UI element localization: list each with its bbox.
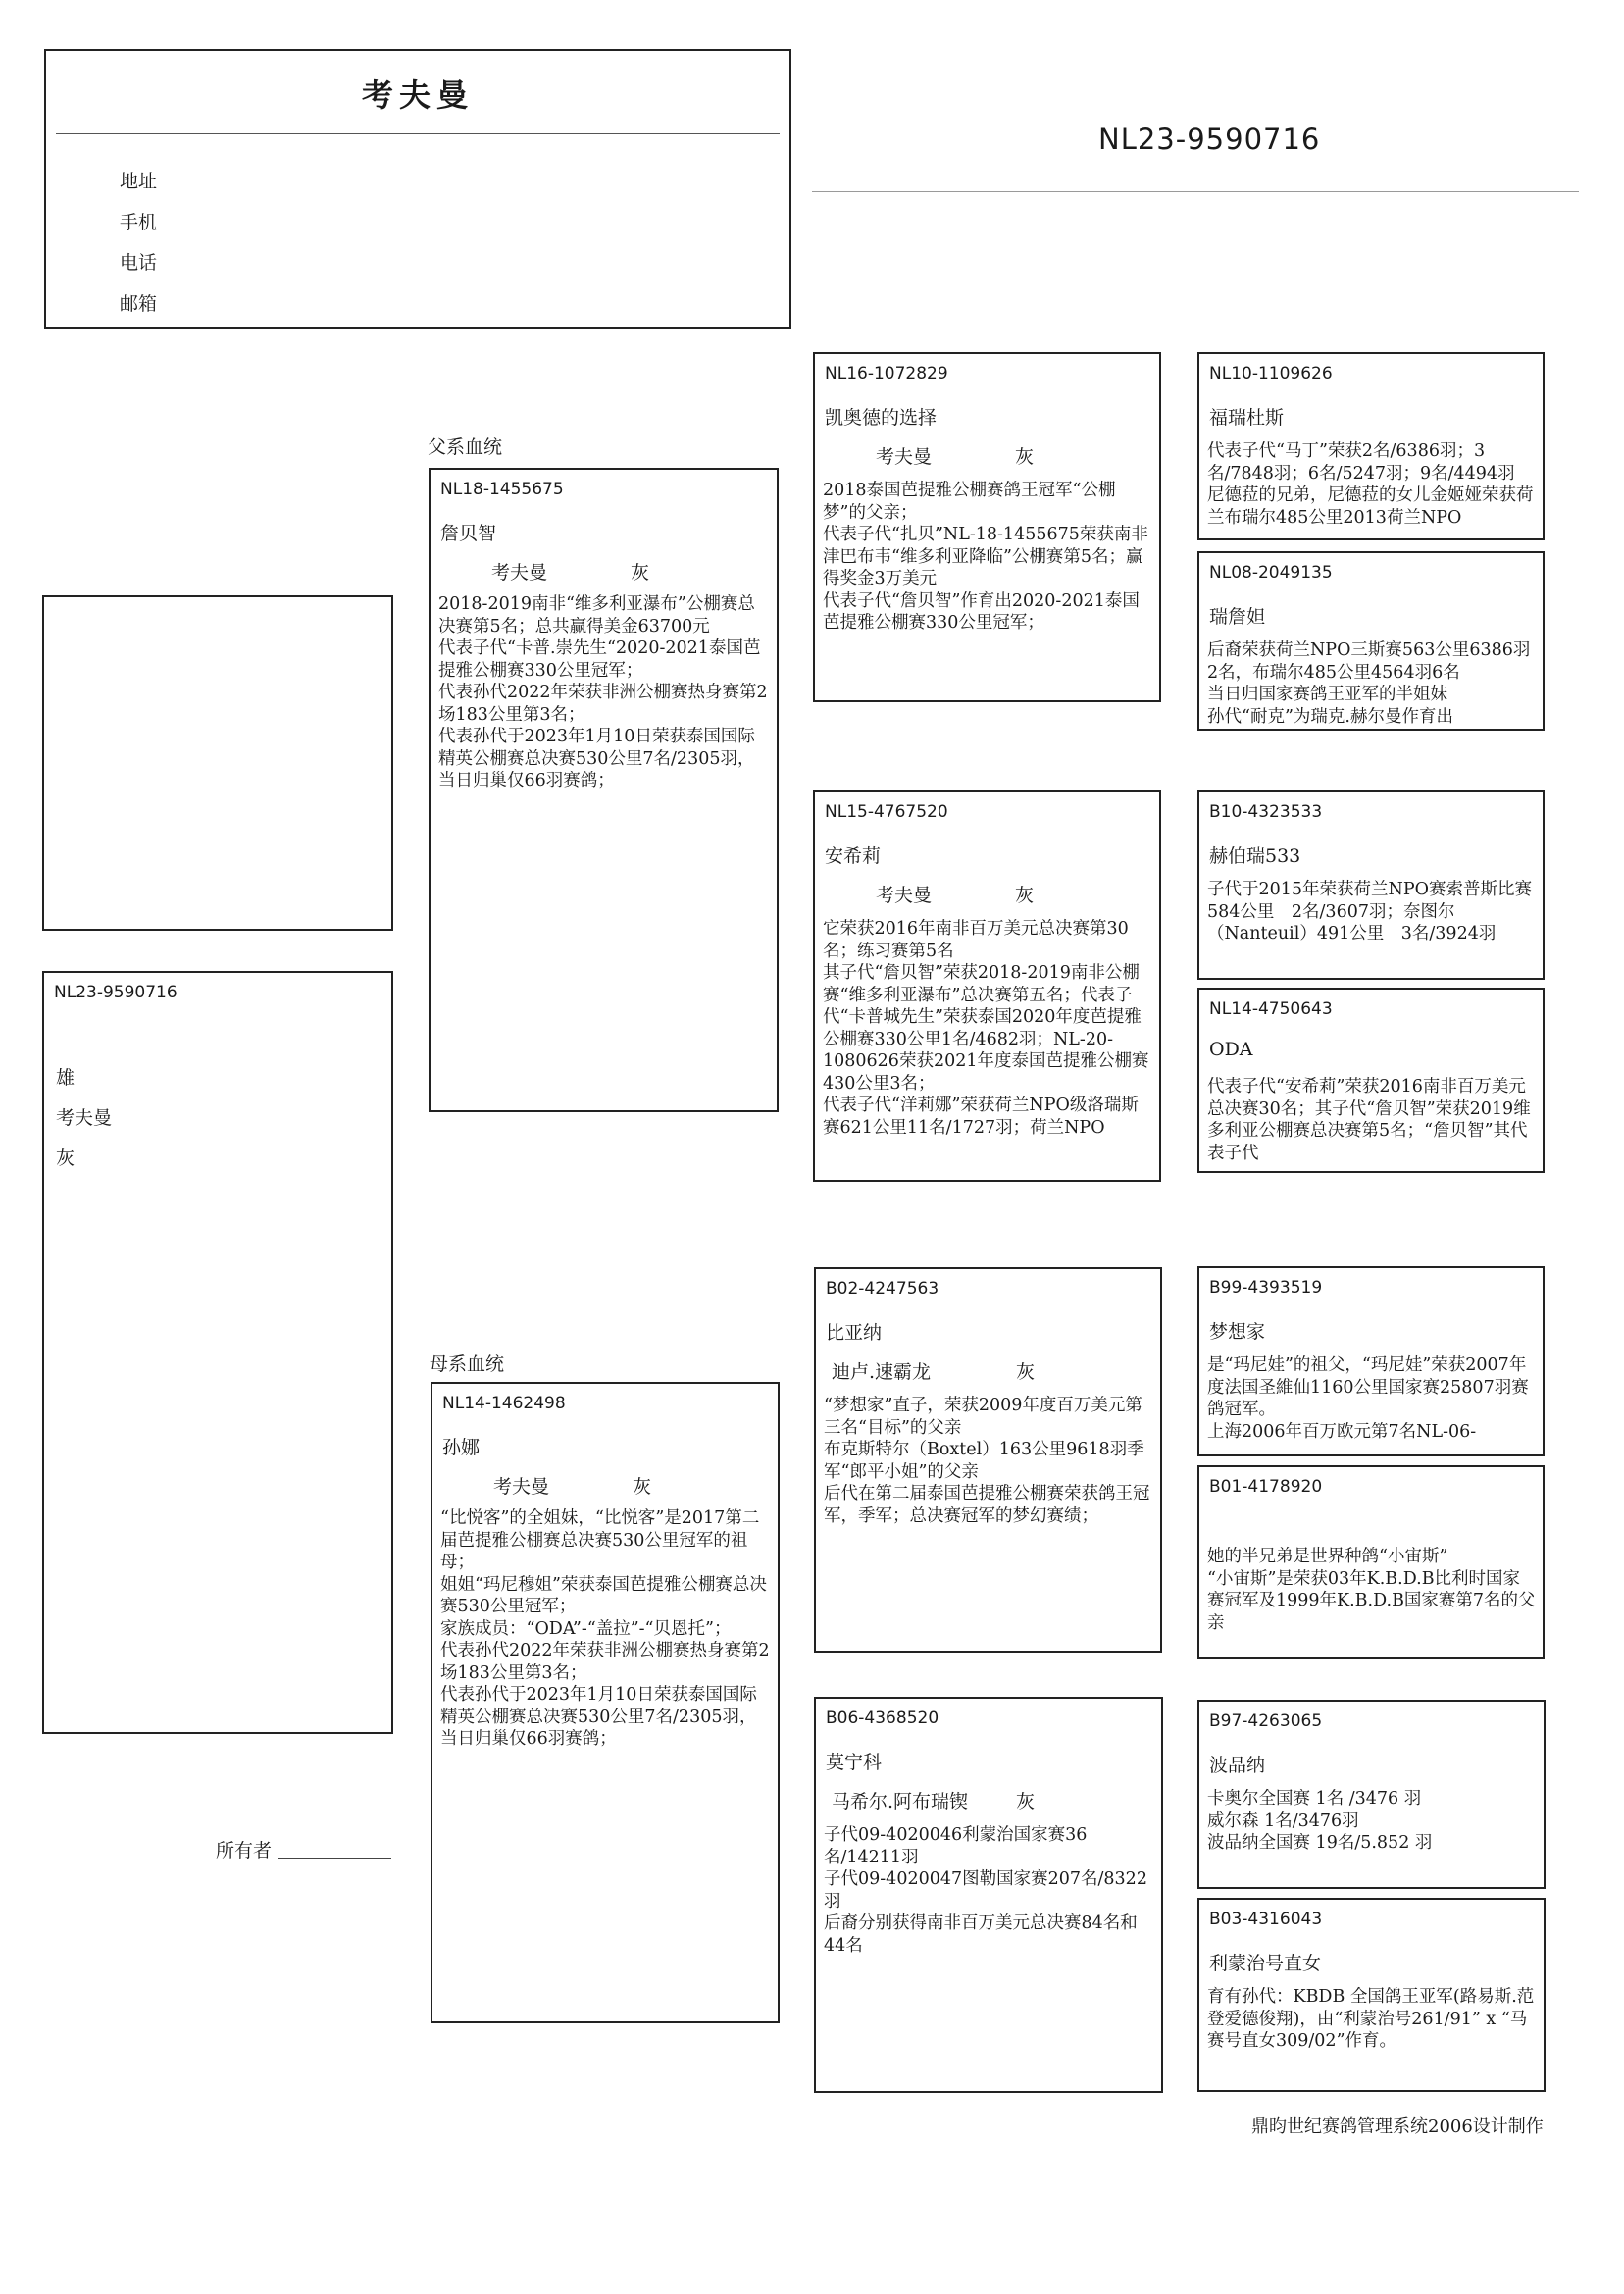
dam-sire-sire-ring: B99-4393519 (1209, 1278, 1323, 1298)
dam-line-label: 母系血统 (430, 1353, 505, 1375)
owner-divider (56, 133, 780, 134)
sire-dam-sire-notes: 子代于2015年荣获荷兰NPO赛索普斯比赛584公里 2名/3607羽；奈图尔（Nanteuil）491公里 3名/3924羽 (1207, 880, 1532, 943)
dam-dam-color: 灰 (1016, 1791, 1036, 1812)
dam-dam-card (814, 1697, 1163, 2093)
sire-dam-ring: NL15-4767520 (825, 802, 948, 822)
sire-dam-sire-name: 赫伯瑞533 (1209, 845, 1301, 867)
sire-sire-dam-ring: NL08-2049135 (1209, 563, 1333, 583)
bird-photo-frame (42, 595, 393, 931)
sire-sire-sire-notes: 代表子代“马丁”荣获2名/6386羽；3名/7848羽；6名/5247羽；9名/4494羽 尼德菈的兄弟，尼德菈的女儿金姬娅荣获荷兰布瑞尔485公里2013荷兰NPO (1207, 441, 1534, 528)
dam-sire-sire-notes: 是“玛尼娃”的祖父，“玛尼娃”荣获2007年度法国圣維仙1160公里国家赛25807羽赛鸽冠军。 上海2006年百万欧元第7名NL-06- (1207, 1355, 1529, 1442)
bird-ring-number: NL23-9590716 (54, 983, 178, 1002)
sire-line-label: 父系血统 (428, 436, 503, 458)
dam-breed: 考夫曼 (493, 1476, 550, 1498)
sire-card (429, 468, 779, 1112)
dam-notes: “比悦客”的全姐妹，“比悦客”是2017第二届芭提雅公棚赛总决赛530公里冠军的祖母； 姐姐“玛尼穆姐”荣获泰国芭提雅公棚赛总决赛530公里冠军； 家族成员：“ODA”-“盖拉”-“贝恩托”； 代表孙代2022年荣获非洲公棚赛热身赛第2场183公里第3名； 代表孙代于2023年1月10日荣获泰国国际精英公棚赛总决赛530公里7名/2305羽，当日归巢仅66羽赛鸽； (440, 1508, 770, 1749)
dam-dam-sire-notes: 卡奥尔全国赛 1名 /3476 羽 威尔森 1名/3476羽 波品纳全国赛 19名/5.852 羽 (1207, 1789, 1433, 1853)
sire-dam-sire-ring: B10-4323533 (1209, 802, 1323, 822)
sire-sire-dam-notes: 后裔荣获荷兰NPO三斯赛563公里6386羽2名，布瑞尔485公里4564羽6名 当日归国家赛鸽王亚军的半姐妹 孙代“耐克”为瑞克.赫尔曼作育出 (1207, 640, 1531, 727)
sire-sire-ring: NL16-1072829 (825, 364, 948, 383)
sire-sire-sire-name: 福瑞杜斯 (1209, 407, 1285, 429)
sire-dam-card (813, 790, 1161, 1182)
sire-sire-color: 灰 (1015, 446, 1035, 468)
sire-ring: NL18-1455675 (440, 480, 564, 499)
owner-title: 考夫曼 (361, 76, 474, 114)
dam-sire-sire-name: 梦想家 (1209, 1321, 1266, 1343)
dam-sire-notes: “梦想家”直子，荣获2009年度百万美元第三名“目标”的父亲 布克斯特尔（Boxtel）163公里9618羽季军“郎平小姐”的父亲 后代在第二届泰国芭提雅公棚赛荣获鸽王冠军，季军；总决赛冠军的梦幻赛绩； (824, 1396, 1150, 1526)
owner-header-box (44, 49, 791, 329)
dam-dam-dam-ring: B03-4316043 (1209, 1910, 1323, 1929)
sire-dam-name: 安希莉 (825, 845, 882, 867)
bird-sex: 雄 (56, 1067, 76, 1089)
dam-sire-dam-card (1197, 1465, 1545, 1659)
dam-color: 灰 (633, 1476, 652, 1498)
sire-sire-card (813, 352, 1161, 702)
dam-dam-dam-name: 利蒙治号直女 (1209, 1953, 1322, 1974)
bird-breed: 考夫曼 (56, 1107, 113, 1129)
owner-field-email: 邮箱 (120, 293, 158, 315)
dam-dam-sire-card (1197, 1700, 1546, 1889)
dam-dam-sire-ring: B97-4263065 (1209, 1711, 1323, 1731)
pedigree-ring-number: NL23-9590716 (1098, 123, 1321, 156)
sire-dam-dam-card (1197, 988, 1545, 1173)
dam-sire-dam-notes: 她的半兄弟是世界种鸽“小宙斯” “小宙斯”是荣获03年K.B.D.B比利时国家赛冠军及1999年K.B.D.B国家赛第7名的父亲 (1207, 1547, 1536, 1633)
dam-dam-dam-card (1197, 1898, 1546, 2092)
sire-sire-name: 凯奥德的选择 (825, 407, 938, 429)
dam-sire-color: 灰 (1016, 1361, 1036, 1383)
footer-credit: 鼎昀世纪赛鸽管理系统2006设计制作 (1251, 2116, 1544, 2137)
dam-card (431, 1382, 780, 2023)
sire-sire-dam-name: 瑞詹妲 (1209, 606, 1266, 628)
dam-sire-breed: 迪卢.速霸龙 (832, 1361, 932, 1383)
dam-dam-ring: B06-4368520 (826, 1708, 939, 1728)
sire-name: 詹贝智 (440, 523, 497, 544)
dam-ring: NL14-1462498 (442, 1394, 566, 1413)
dam-dam-sire-name: 波品纳 (1209, 1755, 1266, 1776)
dam-sire-ring: B02-4247563 (826, 1279, 939, 1299)
dam-sire-sire-card (1197, 1266, 1545, 1456)
sire-dam-color: 灰 (1015, 885, 1035, 906)
sire-dam-dam-name: ODA (1209, 1039, 1253, 1060)
sire-dam-dam-ring: NL14-4750643 (1209, 999, 1333, 1019)
sire-sire-sire-ring: NL10-1109626 (1209, 364, 1333, 383)
sire-sire-notes: 2018泰国芭提雅公棚赛鸽王冠军“公棚梦”的父亲； 代表子代“扎贝”NL-18-1455675荣获南非津巴布韦“维多利亚降临”公棚赛第5名；赢得奖金3万美元 代表子代“詹贝智”作育出2020-2021泰国芭提雅公棚赛330公里冠军； (823, 481, 1148, 633)
bird-info-box (42, 971, 393, 1734)
owner-signature-line (278, 1858, 391, 1859)
owner-field-phone: 电话 (120, 252, 158, 274)
sire-breed: 考夫曼 (491, 562, 548, 584)
header-rule (812, 191, 1579, 192)
sire-sire-dam-card (1197, 551, 1545, 731)
dam-dam-notes: 子代09-4020046利蒙治国家赛36名/14211羽 子代09-4020047图勒国家赛207名/8322羽 后裔分别获得南非百万美元总决赛84名和44名 (824, 1825, 1147, 1956)
sire-notes: 2018-2019南非“维多利亚瀑布”公棚赛总决赛第5名；总共赢得美金63700元 代表子代“卡普.崇先生“2020-2021泰国芭提雅公棚赛330公里冠军； 代表孙代2022年荣获非洲公棚赛热身赛第2场183公里第3名； 代表孙代于2023年1月10日荣获泰国国际精英公棚赛总决赛530公里7名/2305羽，当日归巢仅66羽赛鸽； (438, 594, 768, 790)
dam-sire-card (814, 1267, 1162, 1653)
owner-field-mobile: 手机 (120, 212, 158, 233)
dam-dam-name: 莫宁科 (826, 1752, 883, 1773)
sire-sire-breed: 考夫曼 (876, 446, 933, 468)
sire-dam-sire-card (1197, 790, 1545, 980)
sire-dam-notes: 它荣获2016年南非百万美元总决赛第30名；练习赛第5名 其子代“詹贝智”荣获2018-2019南非公棚赛“维多利亚瀑布”总决赛第五名；代表子代“卡普城先生”荣获泰国2020年度芭提雅公棚赛330公里1名/4682羽；NL-20-1080626荣获2021年度泰国芭提雅公棚赛430公里3名； 代表子代“洋莉娜”荣获荷兰NPO级洛瑞斯赛621公里11名/1727羽；荷兰NPO (823, 919, 1149, 1138)
sire-color: 灰 (631, 562, 650, 584)
sire-dam-dam-notes: 代表子代“安希莉”荣获2016南非百万美元总决赛30名；其子代“詹贝智”荣获2019维多利亚公棚赛总决赛第5名；“詹贝智”其代表子代 (1207, 1077, 1531, 1163)
sire-dam-breed: 考夫曼 (876, 885, 933, 906)
dam-dam-breed: 马希尔.阿布瑞锲 (832, 1791, 969, 1812)
dam-sire-dam-ring: B01-4178920 (1209, 1477, 1323, 1497)
dam-sire-name: 比亚纳 (826, 1322, 883, 1344)
owner-signature-label: 所有者 (216, 1840, 273, 1861)
owner-field-address: 地址 (120, 171, 158, 192)
bird-color: 灰 (56, 1147, 76, 1169)
dam-name: 孙娜 (442, 1437, 481, 1458)
dam-dam-dam-notes: 育有孙代：KBDB 全国鸽王亚军(路易斯.范登爱德俊翔)，由“利蒙治号261/91” x “马赛号直女309/02”作育。 (1207, 1987, 1535, 2051)
sire-sire-sire-card (1197, 352, 1545, 540)
